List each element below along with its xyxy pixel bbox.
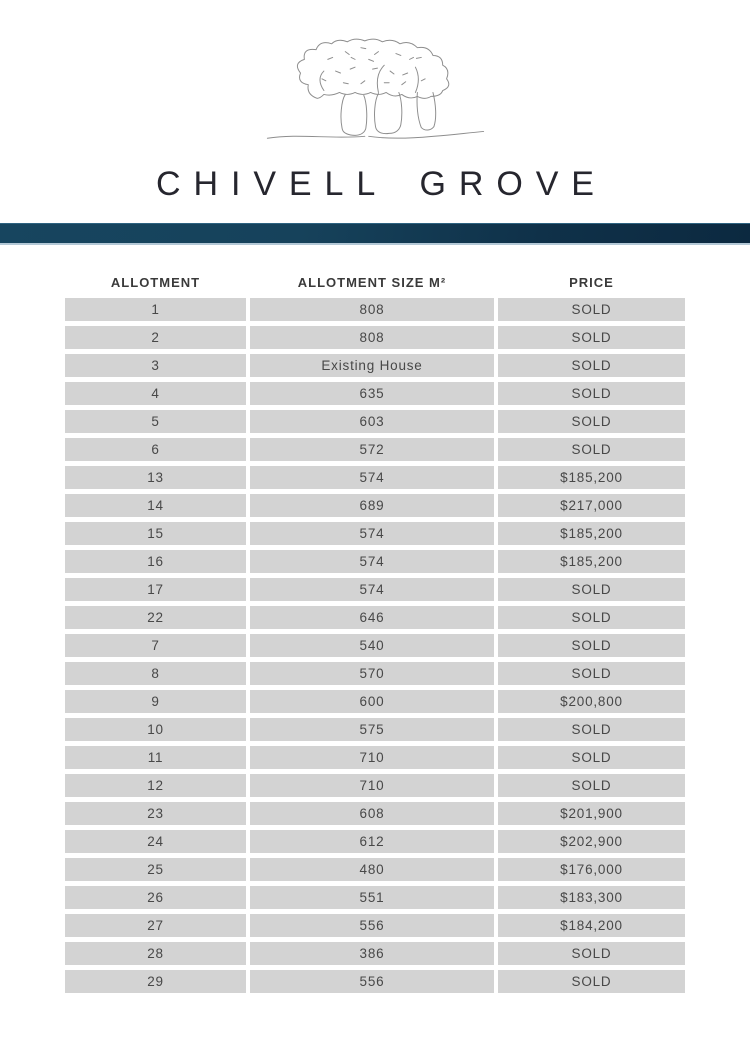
size-cell: 386 (250, 942, 494, 965)
allotment-cell: 3 (65, 354, 246, 377)
table-body (65, 298, 685, 993)
size-cell: 689 (250, 494, 494, 517)
allotment-cell: 2 (65, 326, 246, 349)
table-row (65, 494, 685, 517)
allotment-cell: 28 (65, 942, 246, 965)
price-cell: $202,900 (498, 830, 685, 853)
allotment-cell: 16 (65, 550, 246, 573)
table-row (65, 550, 685, 573)
table-row (65, 662, 685, 685)
allotment-cell: 1 (65, 298, 246, 321)
size-cell: 574 (250, 466, 494, 489)
table-row (65, 886, 685, 909)
allotment-cell: 26 (65, 886, 246, 909)
table-row (65, 774, 685, 797)
size-cell: 575 (250, 718, 494, 741)
size-cell: 574 (250, 522, 494, 545)
table-row (65, 382, 685, 405)
allotment-cell: 14 (65, 494, 246, 517)
price-cell: SOLD (498, 354, 685, 377)
size-cell: 603 (250, 410, 494, 433)
size-cell: Existing House (250, 354, 494, 377)
table-row (65, 690, 685, 713)
table-row (65, 410, 685, 433)
allotment-cell: 8 (65, 662, 246, 685)
table-row (65, 438, 685, 461)
price-cell: SOLD (498, 662, 685, 685)
price-cell: SOLD (498, 410, 685, 433)
price-cell: SOLD (498, 718, 685, 741)
table-row (65, 634, 685, 657)
foliage-inner-lines (319, 65, 417, 92)
size-cell: 570 (250, 662, 494, 685)
price-cell: SOLD (498, 326, 685, 349)
price-cell: $185,200 (498, 466, 685, 489)
table-row (65, 942, 685, 965)
trunk-middle (374, 92, 401, 133)
table-row (65, 802, 685, 825)
ground-line (267, 131, 483, 138)
size-cell: 600 (250, 690, 494, 713)
allotment-cell: 4 (65, 382, 246, 405)
price-cell: $200,800 (498, 690, 685, 713)
price-cell: SOLD (498, 438, 685, 461)
price-cell: SOLD (498, 382, 685, 405)
col-header-allotment: ALLOTMENT (65, 272, 246, 293)
price-table (61, 267, 689, 998)
size-cell: 556 (250, 914, 494, 937)
size-cell: 540 (250, 634, 494, 657)
allotment-cell: 5 (65, 410, 246, 433)
size-cell: 710 (250, 774, 494, 797)
price-cell: SOLD (498, 634, 685, 657)
price-cell: $176,000 (498, 858, 685, 881)
size-cell: 572 (250, 438, 494, 461)
allotment-cell: 12 (65, 774, 246, 797)
price-cell: $201,900 (498, 802, 685, 825)
allotment-cell: 9 (65, 690, 246, 713)
table-row (65, 914, 685, 937)
allotment-cell: 17 (65, 578, 246, 601)
table-header (65, 272, 685, 293)
price-cell: $185,200 (498, 550, 685, 573)
size-cell: 635 (250, 382, 494, 405)
allotment-cell: 10 (65, 718, 246, 741)
size-cell: 612 (250, 830, 494, 853)
table-row (65, 354, 685, 377)
table-row (65, 970, 685, 993)
price-cell: SOLD (498, 942, 685, 965)
trunk-left (340, 94, 366, 135)
size-cell: 551 (250, 886, 494, 909)
allotment-cell: 24 (65, 830, 246, 853)
price-cell: $217,000 (498, 494, 685, 517)
price-cell: SOLD (498, 746, 685, 769)
allotment-cell: 23 (65, 802, 246, 825)
foliage-texture (321, 48, 424, 85)
table-row (65, 830, 685, 853)
size-cell: 480 (250, 858, 494, 881)
size-cell: 710 (250, 746, 494, 769)
col-header-price: PRICE (498, 272, 685, 293)
allotment-cell: 6 (65, 438, 246, 461)
price-cell: SOLD (498, 578, 685, 601)
price-cell: SOLD (498, 970, 685, 993)
table-row (65, 326, 685, 349)
allotment-cell: 22 (65, 606, 246, 629)
size-cell: 808 (250, 298, 494, 321)
allotment-cell: 13 (65, 466, 246, 489)
page-title: CHIVELL GROVE (156, 165, 607, 203)
table-row (65, 298, 685, 321)
table-row (65, 858, 685, 881)
table-row (65, 466, 685, 489)
allotment-cell: 11 (65, 746, 246, 769)
size-cell: 574 (250, 578, 494, 601)
size-cell: 556 (250, 970, 494, 993)
price-list-section (0, 245, 750, 998)
price-cell: SOLD (498, 606, 685, 629)
allotment-cell: 29 (65, 970, 246, 993)
price-cell: $183,300 (498, 886, 685, 909)
brand-header (0, 0, 750, 205)
size-cell: 808 (250, 326, 494, 349)
allotment-cell: 25 (65, 858, 246, 881)
table-row (65, 718, 685, 741)
table-row (65, 522, 685, 545)
size-cell: 646 (250, 606, 494, 629)
size-cell: 574 (250, 550, 494, 573)
divider-bar (0, 223, 750, 245)
allotment-cell: 27 (65, 914, 246, 937)
size-cell: 608 (250, 802, 494, 825)
allotment-cell: 15 (65, 522, 246, 545)
table-row (65, 578, 685, 601)
price-cell: SOLD (498, 774, 685, 797)
price-cell: $185,200 (498, 522, 685, 545)
price-cell: SOLD (498, 298, 685, 321)
table-row (65, 606, 685, 629)
col-header-size: ALLOTMENT SIZE M² (250, 272, 494, 293)
trees-sketch-icon (263, 36, 488, 148)
allotment-cell: 7 (65, 634, 246, 657)
price-cell: $184,200 (498, 914, 685, 937)
table-row (65, 746, 685, 769)
header-row (65, 272, 685, 293)
